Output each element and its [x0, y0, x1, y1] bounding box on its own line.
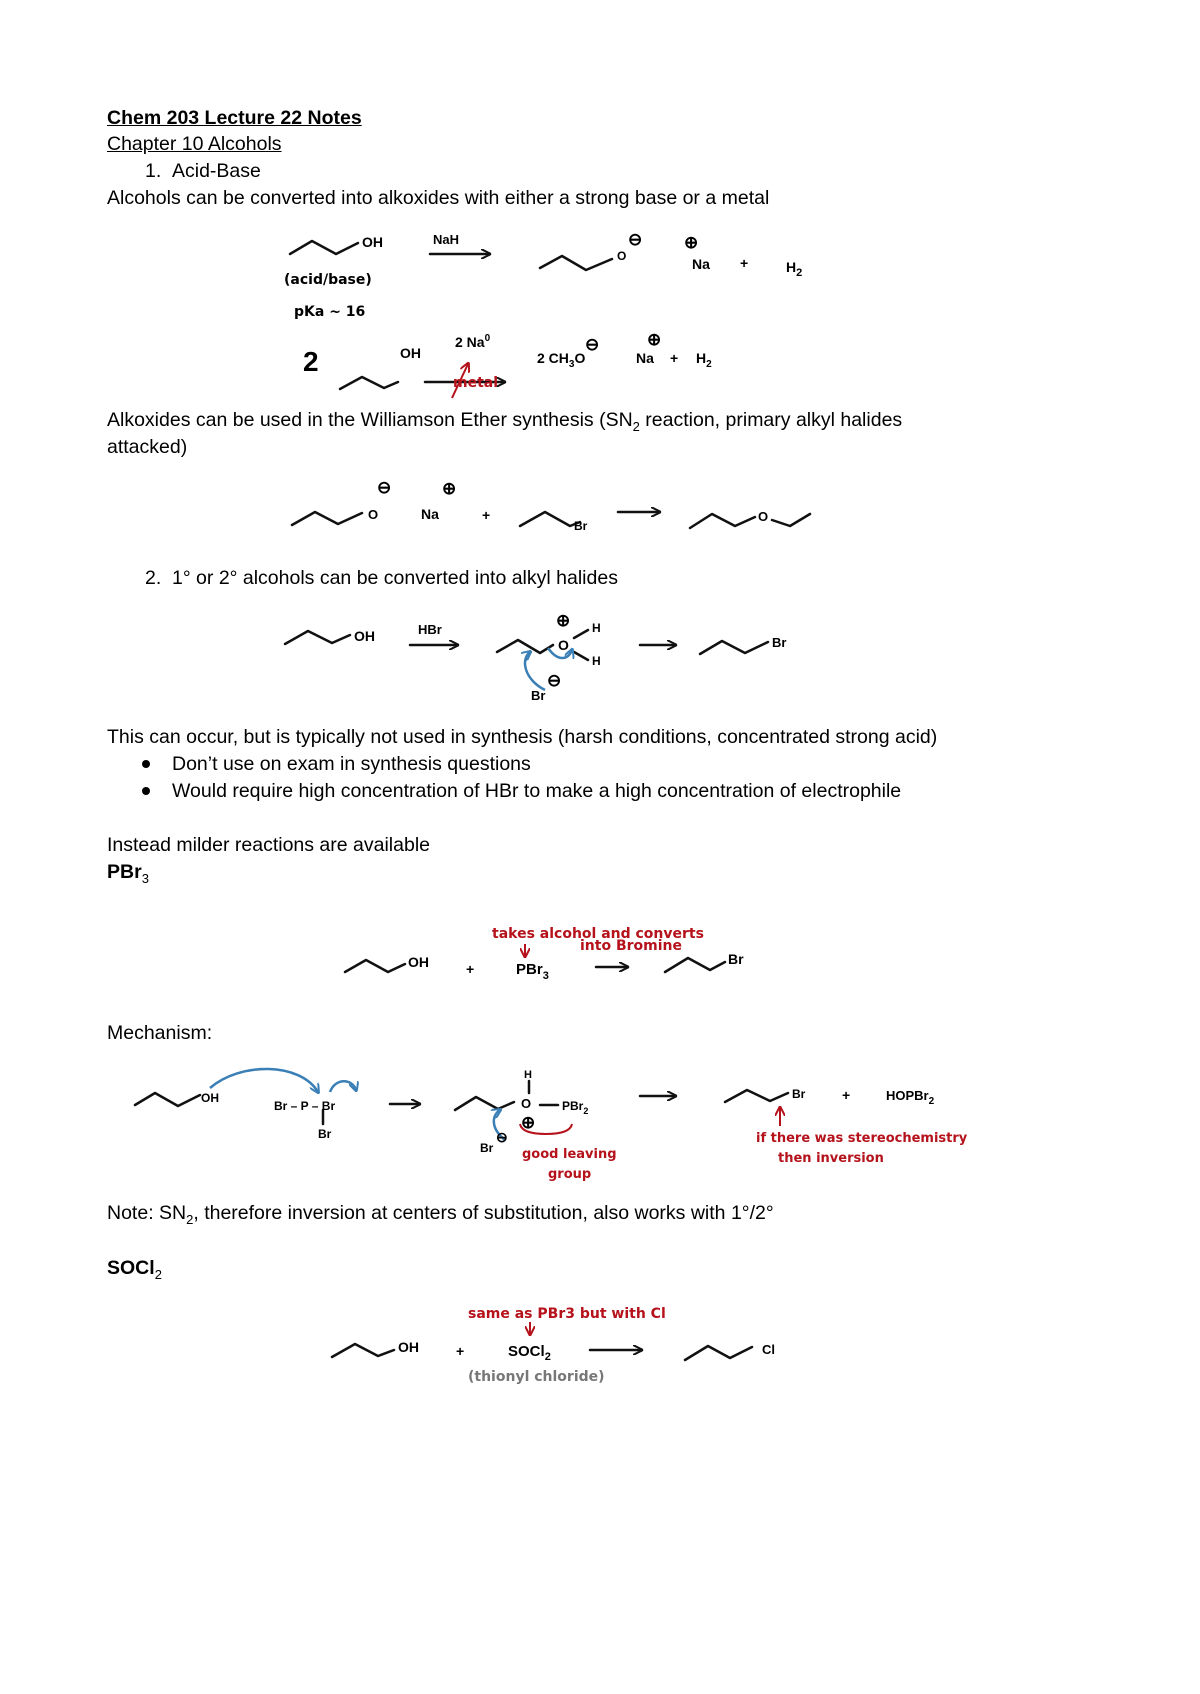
leaving-arrow [330, 1081, 356, 1092]
socl2-annotation: same as PBr3 but with Cl [468, 1306, 666, 1322]
br-label: Br [574, 519, 588, 533]
plus-sign: + [482, 507, 491, 523]
br-label: Br [318, 1127, 332, 1141]
section1-number: 1. [145, 160, 162, 182]
oxonium-skeleton [497, 640, 553, 653]
o-label: O [521, 1096, 532, 1111]
bullet-item-2: Would require high concentration of HBr to make a high concentration of electrophile [172, 780, 902, 802]
section2-heading: 1° or 2° alcohols can be converted into alkyl halides [172, 567, 618, 589]
section2-number: 2. [145, 567, 162, 589]
page-title: Chem 203 Lecture 22 Notes [107, 107, 362, 129]
ethyl-bromide-skeleton [520, 512, 580, 526]
oh-label: OH [408, 954, 429, 970]
br-label: Br [531, 688, 546, 703]
oh-label: OH [354, 628, 375, 644]
section1-heading: Acid-Base [172, 160, 261, 182]
plus-sign: + [670, 350, 679, 366]
h-label: H [524, 1069, 532, 1081]
charge-symbol: ⊖ [585, 335, 600, 354]
pbr3-heading: PBr$_3$ [107, 861, 149, 886]
pbr3-label: Br – P – Br [274, 1099, 336, 1113]
reagent-label: NaH [433, 232, 460, 247]
milder-text: Instead milder reactions are available [107, 834, 431, 856]
propoxide-skeleton [292, 512, 362, 525]
charge-symbol: ⊕ [684, 233, 699, 252]
propanol-skeleton [345, 960, 405, 972]
plus-sign: + [466, 961, 475, 977]
pbr2-label: PBr$_2$ [562, 1099, 589, 1116]
mechanism-label: Mechanism: [107, 1022, 213, 1044]
br-label: Br [792, 1087, 806, 1101]
oh-label: OH [201, 1091, 219, 1105]
plus-sign: + [842, 1087, 851, 1103]
reagent-label: 2 Na$^0$ [455, 333, 491, 350]
chloropropane-skeleton [685, 1346, 752, 1360]
br-label: Br [480, 1141, 494, 1155]
ether-left-skeleton [690, 514, 755, 528]
h-label: H [592, 621, 601, 635]
reagent-label: HBr [418, 622, 442, 637]
ethanol-skeleton [340, 377, 398, 389]
bromopropane-skeleton [725, 1090, 788, 1102]
inversion-annotation: if there was stereochemistry [756, 1131, 968, 1146]
attack-arrow [525, 652, 545, 690]
section1-text: Alcohols can be converted into alkoxides with either a strong base or a metal [107, 187, 770, 209]
charge-symbol: ⊖ [377, 478, 392, 497]
br-label: Br [728, 951, 744, 967]
williamson-line1: Alkoxides can be used in the Williamson Ether synthesis ($SN_2$ reaction, primary alkyl halides [107, 409, 903, 434]
charge-symbol: ⊖ [496, 1129, 508, 1145]
propanol-skeleton [135, 1093, 200, 1106]
propanol-skeleton [285, 631, 350, 644]
br-label: Br [772, 635, 787, 650]
bromopropane-skeleton [665, 958, 725, 972]
o-label: O [558, 637, 569, 653]
chapter-heading: Chapter 10 Alcohols [107, 133, 282, 155]
pbr3-annotation: into Bromine [580, 938, 682, 954]
h2-label: $H_2$ [696, 350, 712, 370]
propanol-skeleton [332, 1344, 394, 1357]
leaving-group-annotation: group [548, 1167, 592, 1182]
thionyl-chloride-note: (thionyl chloride) [468, 1369, 605, 1385]
bromopropane-skeleton [700, 641, 768, 654]
plus-sign: + [456, 1343, 465, 1359]
metal-annotation: metal [453, 375, 499, 391]
bullet-item-1: Don’t use on exam in synthesis questions [172, 753, 531, 775]
cl-label: Cl [762, 1342, 775, 1357]
o-label: O [617, 249, 627, 263]
h2-label: $H_2$ [786, 259, 803, 279]
ether-right-skeleton [772, 514, 810, 526]
intermediate-skeleton [455, 1097, 514, 1110]
charge-symbol: ⊕ [647, 330, 662, 349]
na-label: Na [636, 350, 654, 366]
na-label: Na [421, 506, 439, 522]
propoxide-skeleton [540, 256, 612, 270]
oh-label: OH [400, 345, 421, 361]
coefficient-label: 2 [303, 346, 319, 377]
charge-symbol: ⊕ [521, 1113, 536, 1132]
inversion-annotation: then inversion [778, 1151, 884, 1166]
reagent-label: PBr$_3$ [516, 961, 549, 982]
methoxide-label: 2 $CH_3O$ [537, 350, 586, 370]
plus-sign: + [740, 255, 749, 271]
o-label: O [758, 509, 769, 524]
pbr3-annotation: takes alcohol and converts [492, 926, 704, 942]
leaving-group-annotation: good leaving [522, 1147, 617, 1162]
charge-symbol: ⊖ [547, 671, 562, 690]
pka-note: pKa ~ 16 [294, 304, 366, 320]
oh-label: OH [398, 1339, 419, 1355]
charge-symbol: ⊕ [442, 479, 457, 498]
section2-note: This can occur, but is typically not used in synthesis (harsh conditions, concentrated strong acid) [107, 726, 938, 748]
h-label: H [592, 654, 601, 668]
oh-label: OH [362, 234, 383, 250]
charge-symbol: ⊕ [556, 611, 571, 630]
nucleophile-arrow [210, 1069, 318, 1092]
socl2-heading: SOCl$_2$ [107, 1257, 162, 1282]
acid-base-note: (acid/base) [284, 272, 372, 288]
charge-symbol: ⊖ [628, 230, 643, 249]
na-label: Na [692, 256, 710, 272]
williamson-line2: attacked) [107, 436, 188, 458]
hopbr2-label: HOPBr$_2$ [886, 1088, 935, 1107]
reagent-label: SOCl$_2$ [508, 1343, 551, 1363]
sn2-note: Note: $SN_2$, therefore inversion at centers of substitution, also works with 1°/2° [107, 1202, 774, 1227]
o-label: O [368, 507, 379, 522]
propanol-skeleton [290, 241, 358, 254]
